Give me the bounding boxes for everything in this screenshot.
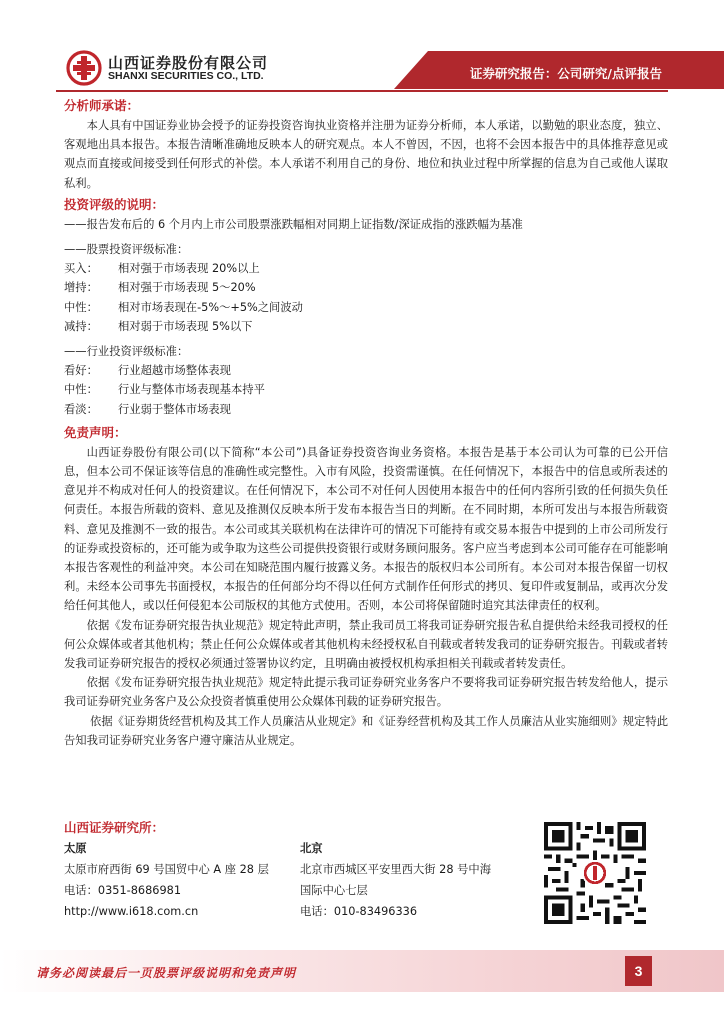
report-type: 证券研究报告：公司研究/点评报告 <box>469 66 662 81</box>
disclaimer-paragraph-3 <box>64 673 668 711</box>
rating-value: 行业弱于整体市场表现 <box>118 402 231 416</box>
analyst-commitment-title: 分析师承诺： <box>64 98 140 113</box>
analyst-commitment-text <box>64 116 668 193</box>
stock-rating-row <box>64 298 668 317</box>
company-name-en: SHANXI SECURITIES CO., LTD. <box>108 70 264 82</box>
text-line: 联机构在法律许可的情况下可能持有或交易本报告中提到的上市公司所发行的证券或投资标的，还可能为 <box>64 522 668 555</box>
text-line: 依据《证券期货经营机构及其工作人员廉洁从业规定》和《证券经营机构及其工作人员廉洁从业实施 <box>89 714 589 728</box>
page-number: 3 <box>625 956 652 986</box>
office-address-cont: 国际中心七层 <box>300 884 368 897</box>
text-line: 本人具有中国证券业协会授予的证券投资咨询执业资格并注册为证券分析师，本人承诺，以勤勉的职 <box>86 119 589 132</box>
text-line: 的已公开信息，但本公司不保证该等信息的准确性或完整性。入市有风险，投资需谨慎。在任何情况下， <box>64 445 668 479</box>
text-line: 本报告中的信息或所表述的意见并不构成对任何人的投资建议。在任何情况下，本公司不对任何人因使用 <box>64 465 668 498</box>
stock-rating-header: ——股票投资评级标准： <box>64 243 189 257</box>
rating-value: 相对市场表现在-5%～+5%之间波动 <box>118 300 303 314</box>
rating-value: 行业超越市场整体表现 <box>118 364 231 378</box>
text-line: 本报告中的任何内容所引致的任何损失负任何责任。本报告所载的资料、意见及推测仅反映本所于发布本 <box>64 484 668 517</box>
text-line: 细则》规定特此告知我司证券研究业务客户遵守廉洁从业规定。 <box>64 714 668 747</box>
taiyuan-office <box>64 838 300 922</box>
rating-key: 看淡： <box>64 402 98 416</box>
industry-rating-header: ——行业投资评级标准： <box>64 345 189 359</box>
text-line: 经我司授权的任何公众媒体或者其他机构；禁止任何公众媒体或者其他机构未经授权私自刊载或者转发我 <box>64 618 668 651</box>
company-name-cn: 山西证券股份有限公司 <box>108 54 269 72</box>
office-phone: 电话：0351-8686981 <box>64 884 182 897</box>
text-line: 司的证券研究报告。刊载或者转发我司证券研究报告的授权必须通过签署协议约定，且明确由被授权机构 <box>64 637 668 671</box>
rating-key: 中性： <box>64 383 98 397</box>
disclaimer-title: 免责声明： <box>64 424 127 440</box>
text-line: 制品，或再次分发给任何其他人，或以任何侵犯本公司版权的其他方式使用。否则，本公司将保留随时追 <box>64 580 668 613</box>
office-phone: 电话：010-83496336 <box>300 905 418 918</box>
office-city: 北京 <box>300 842 323 855</box>
text-line: 位和执业过程中所掌握的信息为自己或他人谋取私利。 <box>64 157 668 190</box>
industry-rating-row <box>64 380 668 399</box>
rating-key: 看好： <box>64 364 98 378</box>
rating-value: 相对强于市场表现 5～20% <box>118 281 256 295</box>
rating-key: 减持： <box>64 319 98 333</box>
rating-value: 行业与整体市场表现基本持平 <box>118 383 265 397</box>
disclaimer-paragraph-1 <box>64 443 668 616</box>
rating-key: 增持： <box>64 281 98 295</box>
disclaimer-paragraph-2 <box>64 616 668 674</box>
text-line: 山西证券股份有限公司(以下简称“本公司”)具备证券投资咨询业务资格。本报告是基于本公司认为可靠 <box>86 445 611 459</box>
text-line: 的利益冲突。本公司在知晓范围内履行披露义务。本报告的版权归本公司所有。本公司对本报告保留一切 <box>132 561 657 575</box>
main-content <box>64 96 668 750</box>
text-line: 依据《发布证券研究报告执业规范》规定特此声明，禁止我司员工将我司证券研究报告私自提供给未 <box>86 618 589 632</box>
header-divider <box>56 90 668 92</box>
page-footer <box>0 950 724 992</box>
rating-value: 相对弱于市场表现 5%以下 <box>118 319 253 333</box>
text-line: 会因本报告中的具体推荐意见或观点而直接或间接受到任何形式的补偿。本人承诺不利用自己的身份、地 <box>64 138 668 171</box>
stock-rating-row <box>64 259 668 278</box>
industry-rating-row <box>64 400 668 419</box>
text-line: 依据《发布证券研究报告执业规范》规定特此提示我司证券研究业务客户不要将我司证券研究报告转 <box>86 676 589 690</box>
rating-basis: ——报告发布后的 6 个月内上市公司股票涨跌幅相对同期上证指数/深证成指的涨跌幅为基准 <box>64 217 523 231</box>
website-link[interactable]: http://www.i618.com.cn <box>64 905 199 918</box>
text-line: 承担相关刊载或者转发责任。 <box>425 657 573 671</box>
office-city: 太原 <box>64 842 87 855</box>
page-header <box>0 0 724 95</box>
shanxi-securities-logo <box>66 50 102 86</box>
text-line: 或争取为这些公司提供投资银行或财务顾问服务。客户应当考虑到本公司可能存在可能影响本报告客观性 <box>64 541 668 575</box>
disclaimer-paragraph-4 <box>64 712 668 750</box>
rating-explanation-title: 投资评级的说明： <box>64 196 165 212</box>
rating-key: 中性： <box>64 300 98 314</box>
institute-title: 山西证券研究所： <box>64 820 165 835</box>
text-line: 权利。未经本公司事先书面授权，本报告的任何部分均不得以任何方式制作任何形式的拷贝、复印件或复 <box>64 561 668 594</box>
text-line: 究其法律责任的权利。 <box>493 599 607 613</box>
text-line: 报告当日的判断。在不同时期，本所可发出与本报告所载资料、意见及推测不一致的报告。本公司或其关 <box>64 503 668 536</box>
footer-notice: 请务必阅读最后一页股票评级说明和免责声明 <box>36 966 297 980</box>
rating-key: 买入： <box>64 262 98 276</box>
office-address: 太原市府西街 69 号国贸中心 A 座 28 层 <box>64 863 269 876</box>
stock-rating-row <box>64 317 668 336</box>
office-address: 北京市西城区平安里西大街 28 号中海 <box>300 863 492 876</box>
industry-rating-row <box>64 361 668 380</box>
stock-rating-row <box>64 278 668 297</box>
qr-code-icon <box>544 822 646 924</box>
text-line: 业态度，独立、客观地出具本报告。本报告清晰准确地反映本人的研究观点。本人不曾因，不因，也将不 <box>64 119 668 152</box>
beijing-office <box>300 838 540 922</box>
text-line: 发给他人，提示我司证券研究业务客户及公众投资者慎重使用公众媒体刊载的证券研究报告。 <box>64 676 668 709</box>
rating-value: 相对强于市场表现 20%以上 <box>118 262 260 276</box>
